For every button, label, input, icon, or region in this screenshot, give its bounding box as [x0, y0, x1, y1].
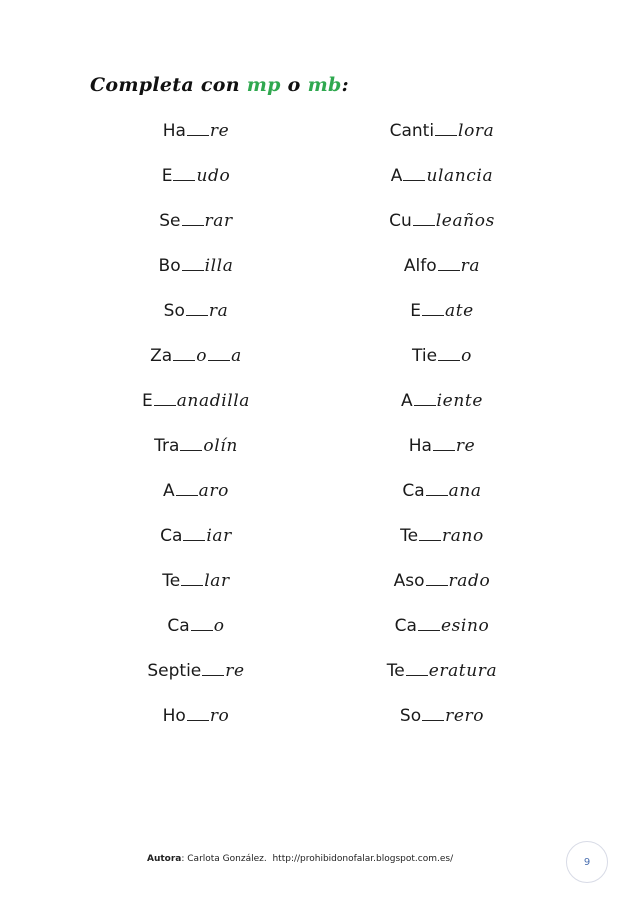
right-word-item	[312, 656, 572, 701]
right-word-item	[312, 206, 572, 251]
word-fragment: esino	[440, 616, 490, 636]
right-word-item	[312, 476, 572, 521]
page-number: 9	[583, 856, 591, 868]
right-word-item	[312, 566, 572, 611]
fill-in-blank[interactable]	[154, 389, 176, 406]
fill-in-blank[interactable]	[187, 704, 209, 721]
word-fragment: rar	[204, 211, 233, 231]
word-fragment: Te	[162, 571, 181, 591]
fill-in-blank[interactable]	[438, 254, 460, 271]
fill-in-blank[interactable]	[181, 569, 203, 586]
left-word-item	[66, 161, 326, 206]
fill-in-blank[interactable]	[173, 164, 195, 181]
left-word-item	[66, 701, 326, 746]
word-fragment: rano	[442, 526, 484, 546]
fill-in-blank[interactable]	[202, 659, 224, 676]
word-fragment: E	[410, 301, 421, 321]
word-fragment: o	[461, 346, 472, 366]
left-word-item	[66, 386, 326, 431]
left-word-item	[66, 656, 326, 701]
word-fragment: A	[401, 391, 413, 411]
word-fragment: Canti	[389, 121, 435, 141]
word-fragment: Septie	[147, 661, 202, 681]
word-fragment: o	[196, 346, 208, 366]
word-fragment: ra	[208, 301, 229, 321]
fill-in-blank[interactable]	[406, 659, 428, 676]
fill-in-blank[interactable]	[186, 299, 208, 316]
left-word-item	[66, 521, 326, 566]
word-fragment: olín	[203, 436, 238, 456]
word-fragment: leaños	[435, 211, 495, 231]
word-fragment: E	[141, 391, 153, 411]
word-fragment: re	[209, 121, 230, 141]
word-fragment: rero	[445, 706, 485, 726]
right-word-item	[312, 431, 572, 476]
word-fragment: So	[163, 301, 185, 321]
right-word-item	[312, 116, 572, 161]
fill-in-blank[interactable]	[426, 479, 448, 496]
left-word-item	[66, 566, 326, 611]
footer-author: : Carlota González.	[181, 854, 267, 864]
word-fragment: A	[163, 481, 175, 501]
left-word-item	[66, 251, 326, 296]
word-fragment: aro	[198, 481, 229, 501]
word-fragment: ro	[209, 706, 230, 726]
left-word-item	[66, 296, 326, 341]
word-fragment: Tie	[412, 346, 438, 366]
right-word-item	[312, 296, 572, 341]
word-fragment: ulancia	[426, 166, 494, 186]
word-fragment: iar	[206, 526, 232, 546]
fill-in-blank[interactable]	[422, 299, 444, 316]
word-fragment: A	[390, 166, 403, 186]
footer-label: Autora	[147, 854, 182, 864]
fill-in-blank[interactable]	[183, 524, 205, 541]
word-fragment: o	[213, 616, 225, 636]
word-fragment: Cu	[389, 211, 412, 231]
word-fragment: ana	[448, 481, 482, 501]
fill-in-blank[interactable]	[413, 209, 435, 226]
right-word-item	[312, 341, 572, 386]
word-fragment: a	[231, 346, 242, 366]
word-fragment: re	[225, 661, 245, 681]
fill-in-blank[interactable]	[438, 344, 460, 361]
right-word-item	[312, 701, 572, 746]
word-fragment: Ca	[402, 481, 425, 501]
word-fragment: anadilla	[176, 391, 251, 411]
left-word-item	[66, 611, 326, 656]
fill-in-blank[interactable]	[182, 209, 204, 226]
title-separator: o	[280, 74, 308, 96]
fill-in-blank[interactable]	[433, 434, 455, 451]
right-word-item	[312, 521, 572, 566]
fill-in-blank[interactable]	[180, 434, 202, 451]
word-fragment: re	[455, 436, 476, 456]
left-word-item	[66, 476, 326, 521]
right-word-item	[312, 161, 572, 206]
word-fragment: E	[161, 166, 173, 186]
left-word-item	[66, 206, 326, 251]
title-option-mp: mp	[246, 74, 281, 96]
fill-in-blank[interactable]	[187, 119, 209, 136]
right-word-item	[312, 386, 572, 431]
footer-credit	[147, 854, 453, 864]
word-fragment: So	[399, 706, 422, 726]
word-fragment: iente	[436, 391, 483, 411]
left-word-item	[66, 341, 326, 386]
word-fragment: Ca	[394, 616, 417, 636]
right-word-item	[312, 611, 572, 656]
fill-in-blank[interactable]	[176, 479, 198, 496]
fill-in-blank[interactable]	[403, 164, 425, 181]
fill-in-blank[interactable]	[418, 614, 440, 631]
word-fragment: illa	[204, 256, 234, 276]
title-option-mb: mb	[307, 74, 342, 96]
word-fragment: eratura	[428, 661, 498, 681]
page-number-badge	[566, 841, 608, 883]
word-fragment: Ha	[162, 121, 186, 141]
word-fragment: udo	[196, 166, 231, 186]
left-word-column	[66, 116, 326, 746]
exercise-title	[90, 74, 349, 96]
title-prefix: Completa con	[90, 74, 247, 96]
fill-in-blank[interactable]	[208, 344, 230, 361]
fill-in-blank[interactable]	[414, 389, 436, 406]
fill-in-blank[interactable]	[173, 344, 195, 361]
word-fragment: Alfo	[403, 256, 437, 276]
left-word-item	[66, 116, 326, 161]
footer-url: http://prohibidonofalar.blogspot.com.es/	[272, 854, 454, 864]
right-word-item	[312, 251, 572, 296]
word-fragment: Tra	[154, 436, 180, 456]
word-fragment: ate	[444, 301, 474, 321]
left-word-item	[66, 431, 326, 476]
right-word-column	[312, 116, 572, 746]
fill-in-blank[interactable]	[182, 254, 204, 271]
word-fragment: Ho	[162, 706, 186, 726]
word-fragment: Te	[386, 661, 405, 681]
word-fragment: Aso	[393, 571, 425, 591]
word-fragment: Za	[150, 346, 173, 366]
fill-in-blank[interactable]	[191, 614, 213, 631]
title-suffix: :	[341, 74, 349, 96]
word-fragment: Te	[400, 526, 419, 546]
word-fragment: Se	[159, 211, 181, 231]
word-fragment: Ca	[167, 616, 190, 636]
word-fragment: Bo	[158, 256, 181, 276]
fill-in-blank[interactable]	[435, 119, 457, 136]
word-fragment: lar	[204, 571, 230, 591]
word-fragment: lora	[458, 121, 495, 141]
word-fragment: rado	[448, 571, 491, 591]
word-fragment: Ha	[408, 436, 432, 456]
word-fragment: Ca	[160, 526, 183, 546]
fill-in-blank[interactable]	[419, 524, 441, 541]
fill-in-blank[interactable]	[426, 569, 448, 586]
word-fragment: ra	[460, 256, 481, 276]
fill-in-blank[interactable]	[422, 704, 444, 721]
